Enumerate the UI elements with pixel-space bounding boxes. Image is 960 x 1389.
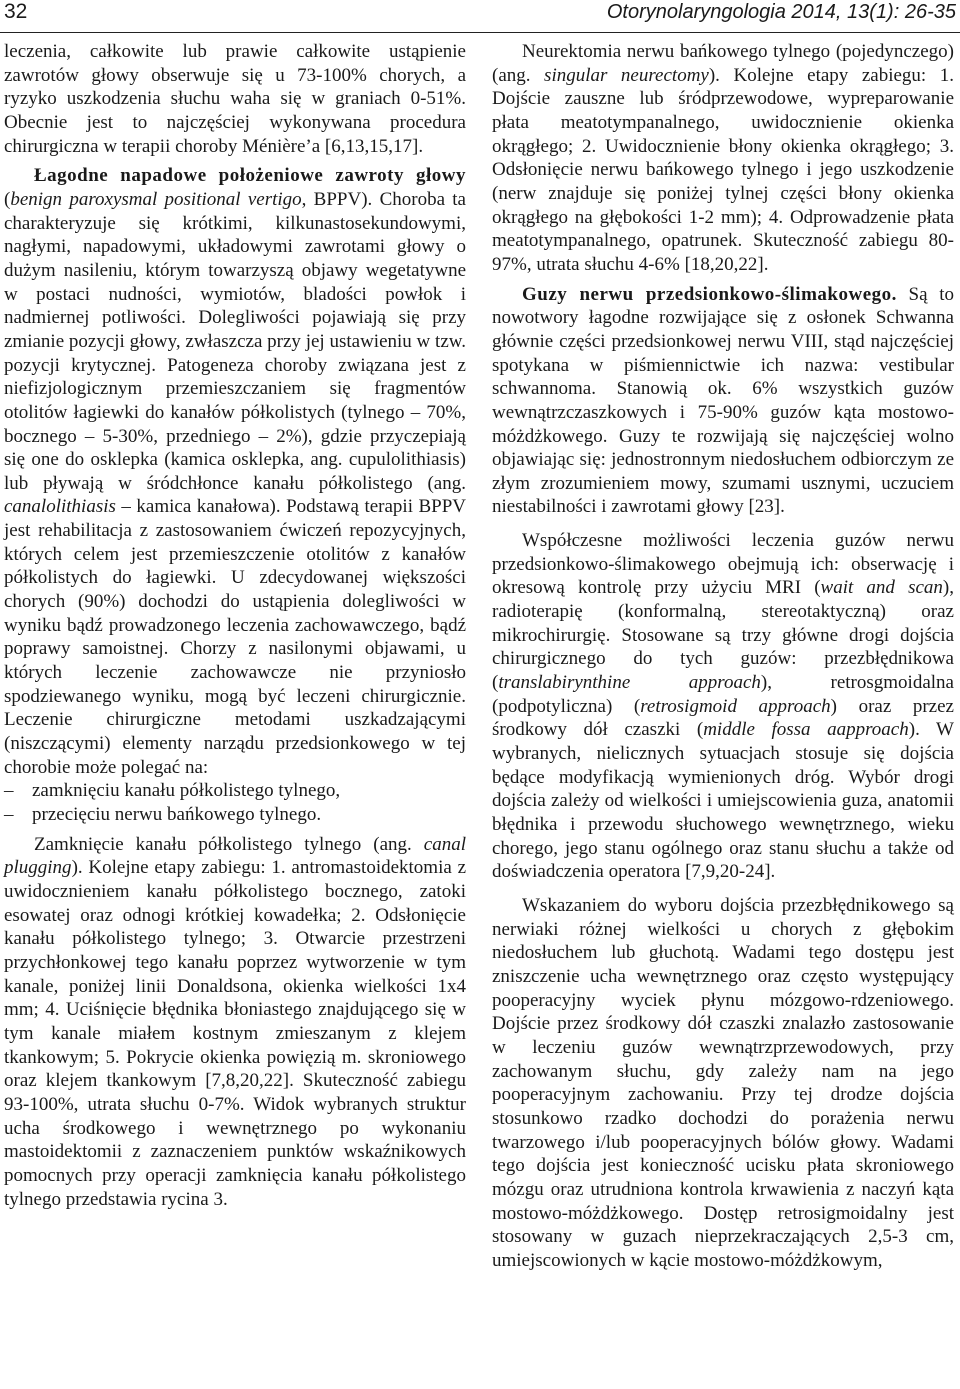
- term-canalolithiasis: canalolithiasis: [4, 496, 116, 518]
- paragraph-bppv: Łagodne napadowe położeniowe zawroty głowy (benign paroxysmal positional vertigo, BPPV). Choroba ta charakteryzuje się krótkimi, kilkunastosekundowymi, nagłymi, napadowymi, układowymi zawrotami głowy o dużym nasileniu, którym towarzyszą objawy wegetatywne w postaci nudności, wymiotów, bladości powłok i nadmiernej potliwości. Dolegliwości pojawiają się przy zmianie pozycji głowy, zwłaszcza przy jej ustawieniu w tzw. pozycji krytycznej. Patogeneza choroby związana jest z niefizjologicznym przemieszczaniem się fragmentów otolitów łagiewki do kanałów półkolistych (tylnego – 70%, bocznego – 5-30%, przedniego – 2%), gdzie przyczepiają się one do osklepka (kamica osklepka, ang. cupulolithiasis) lub pływają w śródchłonce kanału półkolistego (ang. canalolithiasis – kamica kanałowa). Podstawą terapii BPPV jest rehabilitacja z zastosowaniem ćwiczeń repozycyjnych, których celem jest przemieszczenie otolitów z kanałów półkolistych do łagiewki. U zdecydowanej większości chorych (90%) dochodzi do ustąpienia dolegliwości w wyniku bądź prowadzonego leczenia zachowawczego, bądź poprawy samoistnej. Chorzy z nasilonymi objawami, u których leczenie zachowawcze nie przyniosło spodziewanego wyniku, mogą być leczeni chirurgicznie. Leczenie chirurgiczne metodami uszkadzającymi (niszczącymi) elementy narządu przedsionkowego w tej chorobie może polegać na:: [4, 165, 466, 778]
- term-translabyrinthine: translabirynthine approach: [498, 672, 761, 694]
- term-bppv-english: benign paroxysmal positional vertigo: [10, 188, 302, 210]
- term-canal-plugging: canal plugging: [4, 833, 466, 879]
- list-item: – przecięciu nerwu bańkowego tylnego.: [4, 803, 466, 827]
- section-heading-tumors: Guzy nerwu przedsionkowo-ślimakowego.: [522, 283, 897, 305]
- paragraph-vestibular-tumors: Guzy nerwu przedsionkowo-ślimakowego. Są to nowotwory łagodne rozwijające się z osłonek Schwanna głównie części przedsionkowej nerwu VIII, stąd najczęściej spotykana w piśmiennictwie ich nazwa: vestibular schwannoma. Stanowią ok. 6% wszystkich guzów wewnątrzczaszkowych i 75-90% guzów kąta mostowo-móżdżkowego. Guzy te rozwijają się najczęściej wolno objawiając się: jednostronnym niedosłuchem odbiorczym ze złym zrozumieniem mowy, szumami usznymi, uczuciem niestabilności i zawrotami głowy [23].: [492, 283, 954, 518]
- page-number: 32: [4, 0, 28, 23]
- paragraph-modern-treatment: Współczesne możliwości leczenia guzów nerwu przedsionkowo-ślimakowego obejmują ich: obserwację i okresową kontrolę przy użyciu MRI (wait and scan), radioterapię (konformalną, stereotaktyczną) oraz mikrochirurgię. Stosowane są trzy główne drogi dojścia chirurgicznego do tych guzów: przezbłędnikowa (translabirynthine approach), retrosgmoidalna (podpotyliczna) (retrosigmoid approach) oraz przez środkowy dół czaszki (middle fossa aapproach). W wybranych, nielicznych sytuacjach stosuje się dojścia będące modyfikacją wymienionych dróg. Wybór drogi dojścia zależy od wielkości i umiejscowienia guza, anatomii błędnika i przewodu słuchowego wewnętrznego, wieku chorego, jego stanu ogólnego oraz stanu słuchu a także od doświadczenia operatora [7,9,20-24].: [492, 530, 954, 883]
- paragraph-indications: Wskazaniem do wyboru dojścia przezbłędnikowego są nerwiaki różnej wielkości u chorych z głębokim niedosłuchem lub głuchotą. Wadami tego dostępu jest zniszczenie ucha wewnętrznego oraz często występujący pooperacyjny wyciek płynu mózgowo-rdzeniowego. Dojście przez środkowy dół czaszki znalazło zastosowanie w leczeniu guzów wewnątrzprzewodowych, przy zachowanym słuchu, gdy zależy nam na jego pooperacyjnym zachowaniu. Przy tej drodze dojścia stosunkowo rzadko dochodzi do porażenia nerwu twarzowego i/lub pooperacyjnych bólów głowy. Wadami tego dojścia jest konieczność ucisku płata skroniowego mózgu oraz utrudniona kontrola krwawienia z naczyń kąta mostowo-móżdżkowego. Dostęp retrosigmoidalny jest stosowany w guzach nieprzekraczających 2,5-3 cm, umiejscowionych w kącie mostowo-móżdżkowym,: [492, 894, 954, 1271]
- surgical-methods-list: [4, 779, 466, 826]
- right-column: [492, 40, 954, 1272]
- term-singular-neurectomy: singular neurectomy: [544, 64, 709, 86]
- term-middle-fossa: middle fossa aapproach: [703, 719, 909, 741]
- page-header: [0, 0, 960, 33]
- journal-reference: Otorynolaryngologia 2014, 13(1): 26-35: [606, 1, 956, 23]
- left-column: [4, 40, 466, 1211]
- term-wait-and-scan: wait and scan: [820, 577, 943, 599]
- term-retrosigmoid: retrosigmoid approach: [640, 695, 831, 717]
- paragraph-meniere-surgery: leczenia, całkowite lub prawie całkowite ustąpienie zawrotów głowy obserwuje się u 73-100% chorych, a ryzyko uszkodzenia słuchu waha się w graniach 0-51%. Obecnie jest to najczęściej wykonywana procedura chirurgiczna w terapii choroby Ménière’a [6,13,15,17].: [4, 41, 466, 157]
- paragraph-singular-neurectomy: Neurektomia nerwu bańkowego tylnego (pojedynczego) (ang. singular neurectomy). Kolejne etapy zabiegu: 1. Dojście zauszne lub śródprzewodowe, wypreparowanie płata meatotympanalnego, uwidocznienie okienka okrągłego; 2. Uwidocznienie błony okienka okrągłego; 3. Odsłonięcie nerwu bańkowego tylnego i jego uszkodzenie (nerw znajduje się poniżej tylnej części błony okienka okrągłego na głębokości 1-2 mm); 4. Odprowadzenie płata meatotympanalnego, opatrunek. Skuteczność zabiegu 80-97%, utrata słuchu 4-6% [18,20,22].: [492, 41, 954, 275]
- section-heading-bppv: Łagodne napadowe położeniowe zawroty głowy: [34, 165, 466, 187]
- paragraph-canal-plugging: Zamknięcie kanału półkolistego tylnego (ang. canal plugging). Kolejne etapy zabiegu: 1. antromastoidektomia z uwidocznieniem kanału półkolistego bocznego, zatoki esowatej oraz odnogi krótkiej kowadełka; 2. Odsłonięcie kanału półkolistego tylnego; 3. Otwarcie przestrzeni przychłonkowej tego kanału poprzez wytworzenie w tym kanale, poniżej linii Donaldsona, okienka wielkości 1x4 mm; 4. Uciśnięcie błędnika błoniastego znajdującego się w tym kanale miałem kostnym zmieszanym z klejem tkankowym; 5. Pokrycie okienka powięzią m. skroniowego oraz klejem tkankowym [7,8,20,22]. Skuteczność zabiegu 93-100%, utrata słuchu 0-7%. Widok wybranych struktur ucha środkowego i wewnętrznego po wykonaniu mastoidektomii z zaznaczeniem punktów wskaźnikowych pomocnych przy operacji zamknięcia kanału półkolistego tylnego przedstawia rycina 3.: [4, 833, 466, 1210]
- list-item: – zamknięciu kanału półkolistego tylnego,: [4, 779, 466, 803]
